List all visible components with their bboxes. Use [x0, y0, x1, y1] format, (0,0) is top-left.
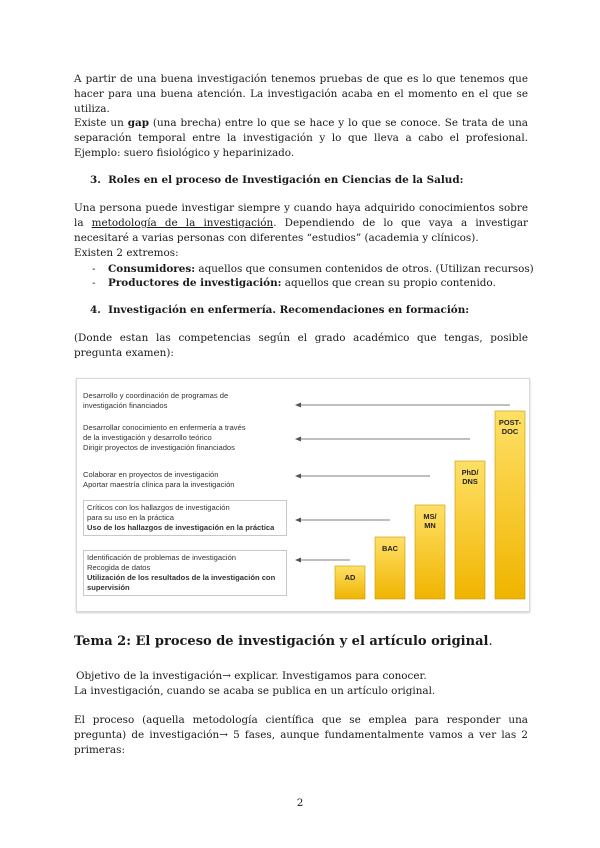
caption-line: Críticos con los hallazgos de investigación — [87, 503, 230, 512]
text-run: Una persona puede investigar siempre y cuando haya adquirido conocimientos sobre la — [74, 202, 528, 229]
paragraph-objective: Objetivo de la investigación→ explicar. Investigamos para conocer. — [76, 670, 427, 682]
list-term: Consumidores: — [108, 263, 196, 275]
list-text: aquellos que crean su propio contenido. — [281, 277, 496, 289]
bar-label: AD — [344, 573, 356, 582]
heading-number: 4. — [90, 304, 101, 316]
arrow-head-icon — [295, 474, 301, 479]
arrow-head-icon — [295, 437, 301, 442]
caption-line: Colaborar en proyectos de investigación — [83, 470, 219, 479]
caption-line: Aportar maestría clínica para la investigación — [83, 480, 235, 489]
arrow-head-icon — [295, 558, 301, 563]
bold-term-gap: gap — [127, 117, 149, 129]
bar-label: PhD/ — [461, 468, 479, 477]
text-run: . Dependiendo de lo que vaya a investigar necesitaré a varias personas con diferentes “estudios” (academia y clínicos). — [74, 217, 529, 244]
caption-line-bold: supervisión — [87, 583, 130, 592]
bar-label: BAC — [381, 544, 399, 553]
caption-line: Desarrollo y coordinación de programas de — [83, 391, 229, 400]
caption-line: para su uso en la práctica — [87, 513, 174, 522]
heading-text: Investigación en enfermería. Recomendaciones en formación: — [108, 304, 470, 316]
paragraph-intro: A partir de una buena investigación tenemos pruebas de que es lo que tenemos que hacer para una buena atención. La investigación acaba en el momento en el que se utiliza. — [74, 73, 528, 115]
paragraph-process: El proceso (aquella metodología científica que se emplea para responder una pregunta) de investigación→ 5 fases, aunque fundamentalmente vamos a ver las 2 primeras: — [74, 714, 528, 756]
caption-postdoc — [83, 391, 287, 411]
text-run: Existe un — [74, 117, 128, 129]
caption-line-bold: Uso de los hallazgos de investigación en la práctica — [87, 523, 275, 532]
caption-line-bold: Utilización de los resultados de la investigación con — [87, 573, 276, 582]
list-item — [92, 276, 496, 290]
caption-line: Desarrollar conocimiento en enfermería a través — [83, 423, 246, 432]
paragraph-roles — [74, 201, 528, 246]
caption-line: Identificación de problemas de investigación — [87, 553, 237, 562]
bar-postdoc — [495, 411, 525, 599]
caption-line: Recogida de datos — [87, 563, 151, 572]
list-item — [92, 262, 534, 276]
list-text: aquellos que consumen contenidos de otros. (Utilizan recursos) — [195, 263, 534, 275]
list-term: Productores de investigación: — [108, 277, 282, 289]
caption-bac — [83, 500, 287, 536]
caption-line: Dirigir proyectos de investigación financiados — [83, 443, 235, 452]
bar-label: MS/ — [423, 512, 437, 521]
bar-label: DOC — [501, 427, 519, 436]
caption-phd — [83, 423, 287, 453]
arrow-head-icon — [295, 518, 301, 523]
bar-label: POST- — [498, 418, 522, 427]
bar-label: MN — [424, 521, 436, 530]
underlined-term: metodología de la investigación — [91, 217, 274, 229]
caption-line: de la investigación y desarrollo teórico — [83, 433, 212, 442]
list-dash: - — [92, 263, 96, 275]
section-title-text: Tema 2: El proceso de investigación y el artículo original — [74, 634, 489, 649]
heading-nursing — [90, 304, 469, 316]
paragraph-gap — [74, 116, 528, 161]
heading-number: 3. — [90, 174, 101, 186]
arrow-head-icon — [295, 403, 301, 408]
caption-ad — [83, 550, 287, 596]
heading-text: Roles en el proceso de Investigación en Ciencias de la Salud: — [108, 174, 464, 186]
section-title-period: . — [488, 634, 493, 649]
caption-line: investigación financiados — [83, 401, 168, 410]
page-number: 2 — [296, 797, 304, 809]
heading-roles — [90, 174, 463, 186]
text-run: (una brecha) entre lo que se hace y lo que se conoce. Se trata de una separación temporal entre la investigación y lo que lleva a cabo el profesional. Ejemplo: suero fisiológico y heparinizado. — [74, 117, 528, 159]
paragraph-publication: La investigación, cuando se acaba se publica en un artículo original. — [74, 685, 436, 697]
paragraph-competencies: (Donde estan las competencias según el grado académico que tengas, posible pregunta examen): — [74, 332, 528, 359]
list-dash: - — [92, 277, 96, 289]
paragraph-extremes: Existen 2 extremos: — [74, 247, 179, 259]
section-title-tema2 — [74, 634, 493, 649]
bar-label: DNS — [462, 477, 478, 486]
bar-ad — [335, 566, 365, 599]
competencies-figure — [76, 378, 530, 612]
caption-ms — [83, 470, 287, 490]
